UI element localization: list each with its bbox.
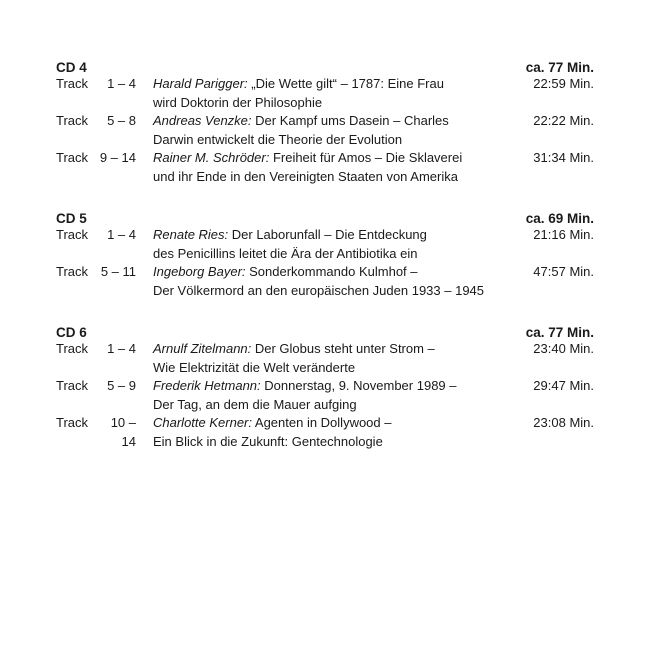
track-duration: 47:57 Min. <box>533 264 594 279</box>
cd-section-6 <box>56 320 594 451</box>
track-description <box>153 340 498 377</box>
track-author: Renate Ries: <box>153 227 229 242</box>
track-entry <box>56 263 594 300</box>
cd-section-4 <box>56 55 594 186</box>
track-range: 1 – 4 <box>107 227 136 242</box>
track-word: Track <box>56 341 89 356</box>
track-title-line2: Darwin entwickelt die Theorie der Evolution <box>153 131 403 147</box>
track-entry <box>56 340 594 377</box>
track-author: Arnulf Zitelmann: <box>153 341 252 356</box>
track-entry <box>56 226 594 263</box>
track-author: Ingeborg Bayer: <box>153 264 246 279</box>
track-title-line1: Der Kampf ums Dasein – Charles <box>251 113 449 128</box>
track-author: Rainer M. Schröder: <box>153 150 270 165</box>
track-entry <box>56 377 594 414</box>
track-title-line2: wird Doktorin der Philosophie <box>153 94 323 110</box>
track-entry <box>56 75 594 112</box>
track-title-line2: Wie Elektrizität die Welt veränderte <box>153 359 356 375</box>
track-word: Track <box>56 378 89 393</box>
track-author: Charlotte Kerner: <box>153 415 252 430</box>
track-description <box>153 149 498 186</box>
cd-title: CD 6 <box>56 325 87 340</box>
cd-header <box>56 55 594 75</box>
track-range: 5 – 11 <box>100 264 136 279</box>
track-entry <box>56 112 594 149</box>
cd-section-5 <box>56 206 594 300</box>
track-duration: 31:34 Min. <box>533 150 594 165</box>
cd-total-duration: ca. 69 Min. <box>525 211 594 226</box>
track-author: Andreas Venzke: <box>153 113 252 128</box>
cd-total-duration: ca. 77 Min. <box>525 325 594 340</box>
track-title-line2: und ihr Ende in den Vereinigten Staaten von Amerika <box>153 168 458 184</box>
track-word: Track <box>56 227 89 242</box>
track-word: Track <box>56 415 89 430</box>
track-duration: 23:08 Min. <box>533 415 594 430</box>
tracklist <box>56 55 594 471</box>
track-description <box>153 377 498 414</box>
track-title-line1: Agenten in Dollywood – <box>252 415 392 430</box>
track-title-line1: Der Globus steht unter Strom – <box>251 341 435 356</box>
track-title-line1: Donnerstag, 9. November 1989 – <box>260 378 457 393</box>
track-title-line2: Ein Blick in die Zukunft: Gentechnologie <box>153 433 383 449</box>
track-description <box>153 75 498 112</box>
cd-title: CD 5 <box>56 211 87 226</box>
track-title-line1: Sonderkommando Kulmhof – <box>245 264 418 279</box>
track-author: Frederik Hetmann: <box>153 378 261 393</box>
track-title-line2: Der Völkermord an den europäischen Juden 1933 – 1945 <box>153 282 485 298</box>
track-duration: 22:22 Min. <box>533 113 594 128</box>
track-range: 1 – 4 <box>107 341 136 356</box>
track-entry <box>56 414 594 451</box>
track-duration: 22:59 Min. <box>533 76 594 91</box>
track-description <box>153 226 498 263</box>
cd-total-duration: ca. 77 Min. <box>525 60 594 75</box>
track-description <box>153 112 498 149</box>
track-word: Track <box>56 150 89 165</box>
cd-title: CD 4 <box>56 60 87 75</box>
cd-header <box>56 320 594 340</box>
track-title-line2: des Penicillins leitet die Ära der Antibiotika ein <box>153 245 418 261</box>
track-word: Track <box>56 113 89 128</box>
track-range: 1 – 4 <box>107 76 136 91</box>
track-entry <box>56 149 594 186</box>
track-title-line2: Der Tag, an dem die Mauer aufging <box>153 396 357 412</box>
track-description <box>153 263 498 300</box>
track-range: 5 – 9 <box>107 378 136 393</box>
track-title-line1: „Die Wette gilt“ – 1787: Eine Frau <box>247 76 444 91</box>
cd-header <box>56 206 594 226</box>
track-duration: 21:16 Min. <box>533 227 594 242</box>
track-description <box>153 414 498 451</box>
track-word: Track <box>56 76 89 91</box>
track-word: Track <box>56 264 89 279</box>
track-author: Harald Parigger: <box>153 76 248 91</box>
track-duration: 23:40 Min. <box>533 341 594 356</box>
track-range: 10 – 14 <box>110 415 136 449</box>
track-title-line1: Freiheit für Amos – Die Sklaverei <box>269 150 463 165</box>
track-range: 5 – 8 <box>107 113 136 128</box>
track-range: 9 – 14 <box>99 150 136 165</box>
track-title-line1: Der Laborunfall – Die Entdeckung <box>228 227 427 242</box>
track-duration: 29:47 Min. <box>533 378 594 393</box>
